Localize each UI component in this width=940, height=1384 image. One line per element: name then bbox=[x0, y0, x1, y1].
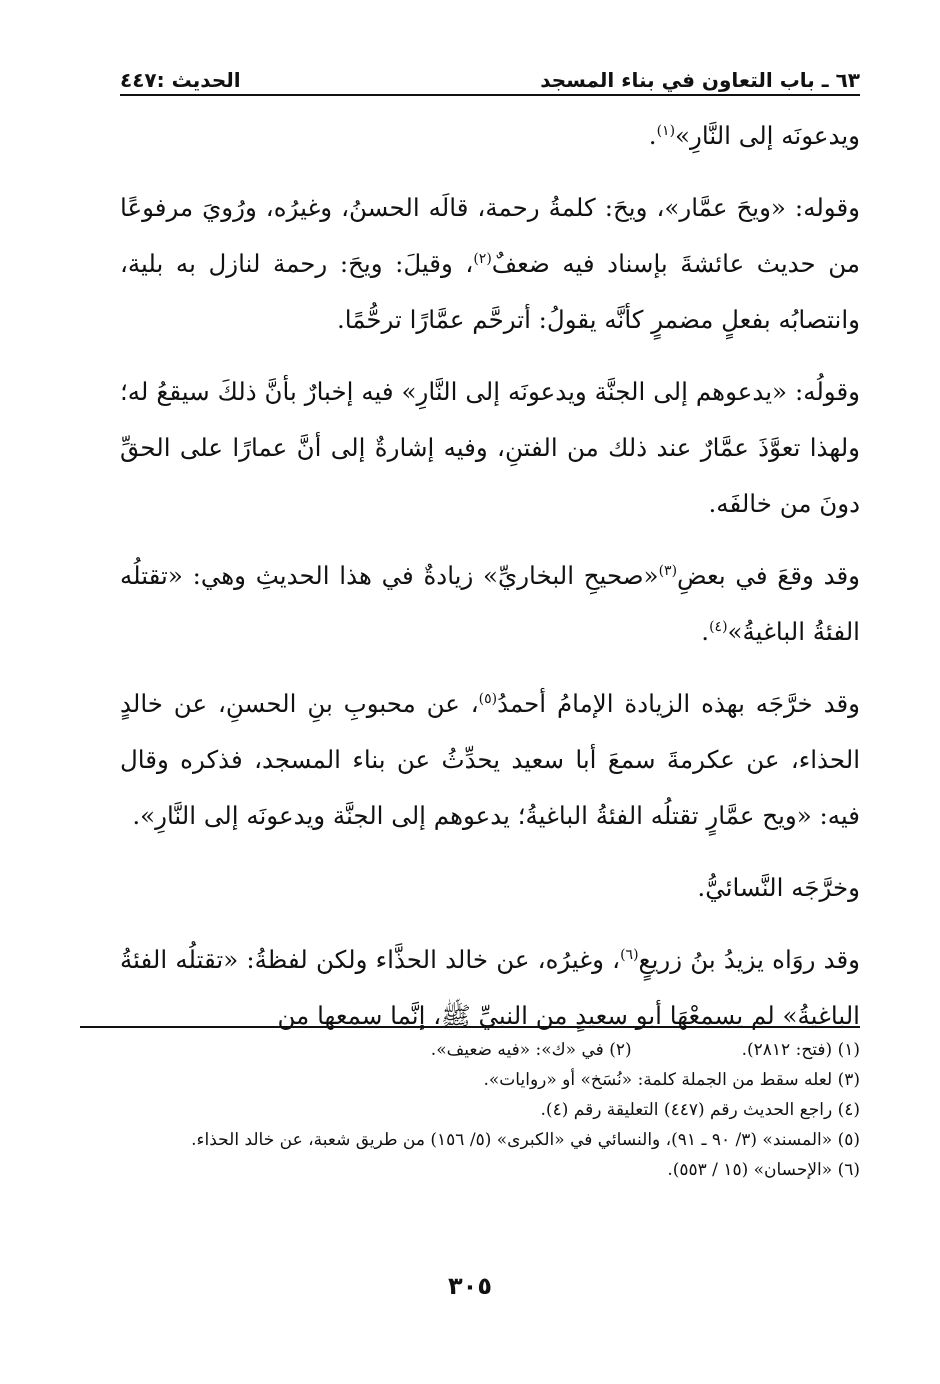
page-number: ٣٠٥ bbox=[448, 1272, 492, 1300]
header-divider bbox=[120, 94, 860, 96]
hadith-reference: الحديث :٤٤٧ bbox=[120, 68, 241, 92]
paragraph-text: وقولُه: «يدعوهم إلى الجنَّة ويدعونَه إلى النَّارِ» فيه إخبارٌ بأنَّ ذلكَ سيقعُ له؛ ولهذا تعوَّذَ عمَّارٌ عند ذلك من الفتنِ، وفيه إشارةٌ إلى أنَّ عمارًا على الحقِّ دونَ من خالفَه. bbox=[120, 377, 860, 518]
footnote-2: (٢) في «ك»: «فيه ضعيف». bbox=[430, 1040, 632, 1060]
footnote-divider bbox=[80, 1026, 860, 1028]
paragraph-1 bbox=[120, 108, 860, 164]
paragraph-5 bbox=[120, 676, 860, 844]
footnote-marker: (٤) bbox=[709, 618, 728, 635]
paragraph-text: وخرَّجَه النَّسائيُّ. bbox=[697, 873, 860, 902]
paragraph-2 bbox=[120, 180, 860, 348]
footnote-row bbox=[120, 1035, 860, 1065]
paragraph-6 bbox=[120, 860, 860, 916]
footnote-5: (٥) «المسند» (٣/ ٩٠ ـ ٩١)، والنسائي في «الكبرى» (٥/ ١٥٦) من طريق شعبة، عن خالد الحذاء. bbox=[191, 1130, 860, 1150]
main-text bbox=[120, 108, 860, 1044]
paragraph-text: ، عن محبوبِ بنِ الحسنِ، عن خالدٍ الحذاء، عن عكرمةَ سمعَ أبا سعيد يحدِّثُ عن بناء المسجد، فذكره وقال فيه: «ويح عمَّارٍ تقتلُه الفئةُ الباغيةُ؛ يدعوهم إلى الجنَّة ويدعونَه إلى النَّارِ». bbox=[120, 689, 860, 830]
paragraph-text: وقد وقعَ في بعضِ bbox=[677, 561, 860, 590]
paragraph-text: ، وغيرُه، عن خالد الحذَّاء ولكن لفظةُ: «تقتلُه الفئةُ الباغيةُ» لم يسمعْهَا أبو سعيدٍ من النبيِّ ﷺ، إنَّما سمعها من bbox=[120, 945, 860, 1030]
footnote-marker: (١) bbox=[656, 122, 676, 139]
footnote-marker: (٣) bbox=[658, 562, 678, 579]
paragraph-text: «صحيحِ البخاريِّ» زيادةٌ في هذا الحديثِ وهي: «تقتلُه الفئةُ الباغيةُ» bbox=[120, 561, 860, 646]
footnote-marker: (٥) bbox=[478, 690, 498, 707]
footnote-4: (٤) راجع الحديث رقم (٤٤٧) التعليقة رقم (٤). bbox=[540, 1100, 860, 1120]
footnote-marker: (٦) bbox=[620, 946, 639, 963]
paragraph-text: . bbox=[701, 617, 710, 646]
footnote-3: (٣) لعله سقط من الجملة كلمة: «نُسَخ» أو «روايات». bbox=[483, 1070, 860, 1090]
paragraph-text: . bbox=[648, 121, 657, 150]
footnote-1: (١) (فتح: ٢٨١٢). bbox=[741, 1040, 860, 1060]
paragraph-3 bbox=[120, 364, 860, 532]
paragraph-text: ويدعونَه إلى النَّارِ» bbox=[675, 121, 860, 150]
running-header bbox=[120, 52, 860, 92]
paragraph-text: وقد روَاه يزيدُ بنُ زريعٍ bbox=[638, 945, 861, 974]
footnote-6: (٦) «الإحسان» (١٥ / ٥٥٣). bbox=[667, 1160, 860, 1180]
paragraph-text: ، وقيلَ: ويحَ: رحمة لنازل به بلية، وانتصابُه بفعلٍ مضمرٍ كأنَّه يقولُ: أترحَّم عمَّارًا ترحُّمًا. bbox=[120, 249, 860, 334]
paragraph-text: وقد خرَّجَه بهذه الزيادة الإمامُ أحمدُ bbox=[497, 689, 860, 718]
paragraph-text: وقوله: «ويحَ عمَّار»، ويحَ: كلمةُ رحمة، قالَه الحسنُ، وغيرُه، ورُويَ مرفوعًا من حديث عائشةَ بإسناد فيه ضعفٌ bbox=[120, 193, 860, 278]
footnotes bbox=[120, 1035, 860, 1185]
footnote-marker: (٢) bbox=[473, 250, 492, 267]
paragraph-4 bbox=[120, 548, 860, 660]
chapter-title: ٦٣ ـ باب التعاون في بناء المسجد bbox=[540, 68, 860, 92]
